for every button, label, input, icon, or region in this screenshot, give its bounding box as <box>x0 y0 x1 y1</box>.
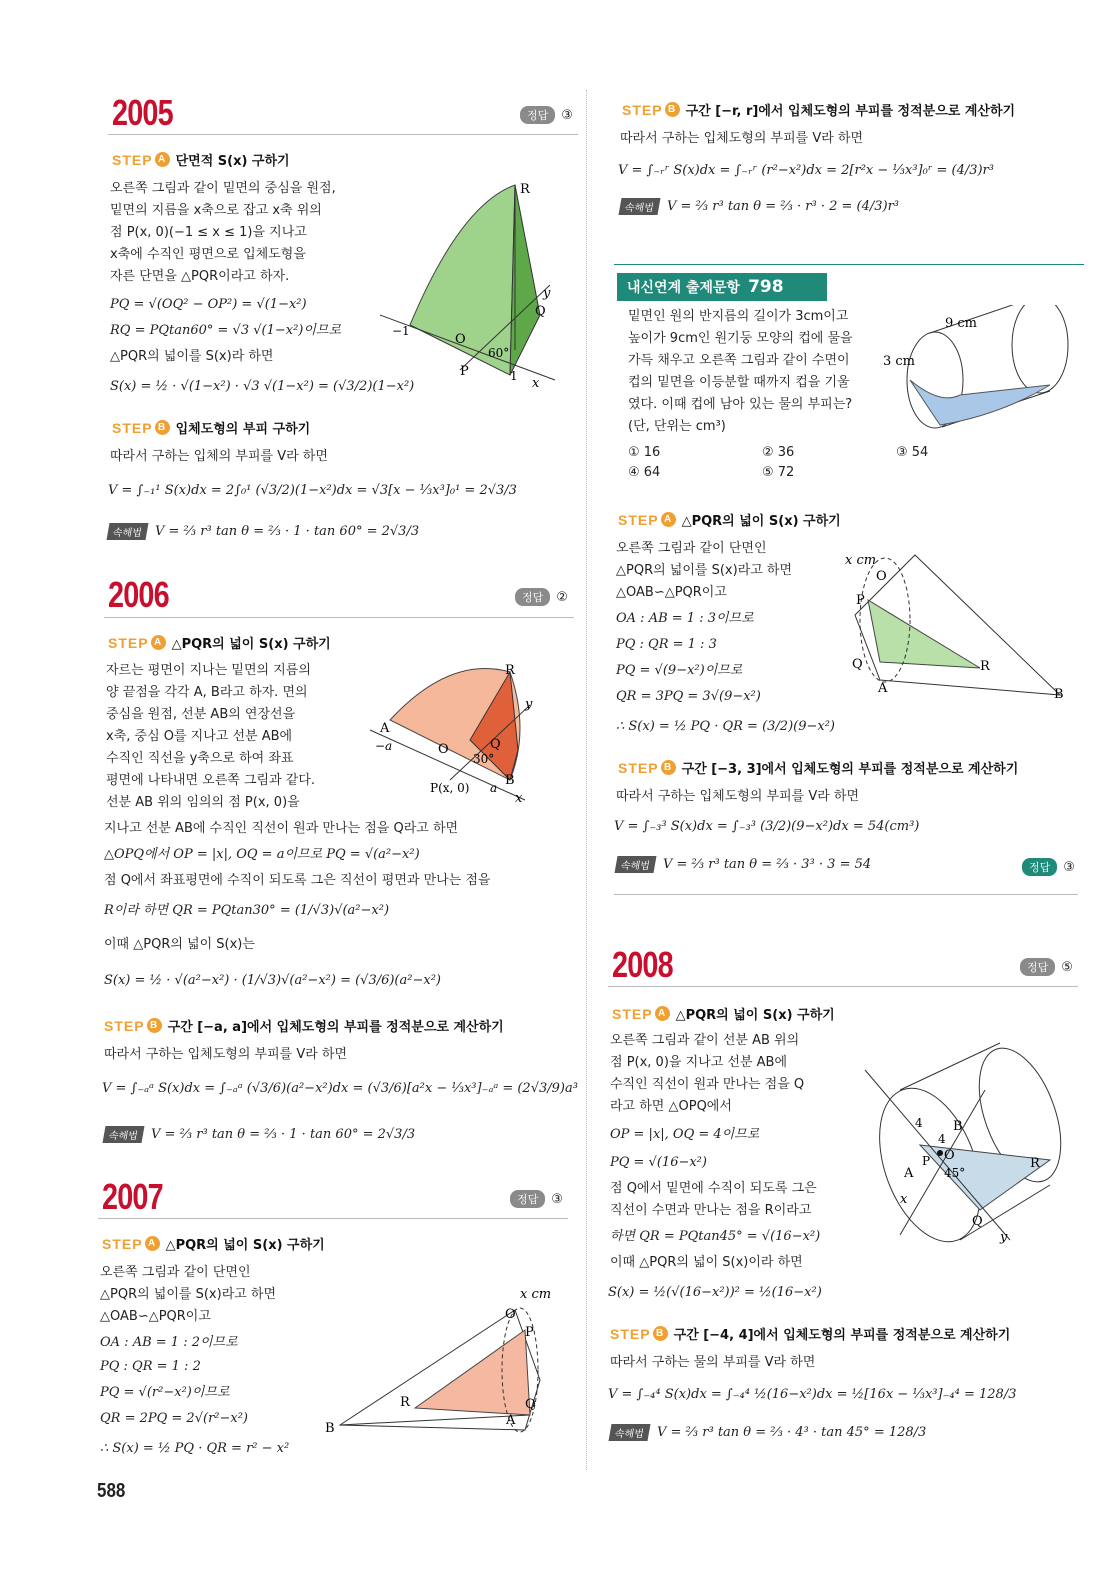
divider <box>104 617 574 618</box>
text-line: 점 Q에서 좌표평면에 수직이 되도록 그은 직선이 평면과 만나는 점을 <box>104 873 491 888</box>
math-line: OA : AB = 1 : 2이므로 <box>100 1335 238 1350</box>
fig-label: y <box>543 286 551 301</box>
fig-label: R <box>520 182 530 197</box>
text-line: 자른 단면을 △PQR이라고 하자. <box>110 269 290 284</box>
svg-text:P: P <box>856 593 865 608</box>
math-line: PQ : QR = 1 : 2 <box>100 1359 201 1374</box>
choice: ③ 54 <box>896 445 929 460</box>
svg-text:Q: Q <box>972 1214 983 1229</box>
math-line: S(x) = ½ · √(a²−x²) · (1/√3)√(a²−x²) = (√3/6)(a²−x²) <box>104 973 441 988</box>
svg-text:B: B <box>1054 687 1064 702</box>
svg-text:3 cm: 3 cm <box>883 354 916 369</box>
text-line: △PQR의 넓이를 S(x)라고 하면 <box>616 563 793 578</box>
text-line: 따라서 구하는 물의 부피를 V라 하면 <box>610 1355 816 1370</box>
svg-text:B: B <box>953 1119 963 1134</box>
math-line: R이라 하면 QR = PQtan30° = (1/√3)√(a²−x²) <box>104 903 390 918</box>
choice: ④ 64 <box>628 465 661 480</box>
answer-value: ③ <box>561 107 573 123</box>
answer-pill: 정답 <box>520 106 555 124</box>
text-line: 였다. 이때 컵에 남아 있는 물의 부피는? <box>628 397 853 412</box>
step-heading-2005-b: STEP B 입체도형의 부피 구하기 <box>112 419 311 437</box>
shortcut-2006: 속해법 V = ⅔ r³ tan θ = ⅔ · 1 · tan 60° = 2√3/3 <box>104 1126 415 1143</box>
text-line: △PQR의 넓이를 S(x)라 하면 <box>110 349 274 364</box>
choice: ① 16 <box>628 445 661 460</box>
divider <box>608 986 1078 987</box>
math-line: V = ∫₋ₐᵃ S(x)dx = ∫₋ₐᵃ (√3/6)(a²−x²)dx = (√3/6)[a²x − ⅓x³]₋ₐᵃ = (2√3/9)a³ <box>102 1081 578 1096</box>
svg-text:A: A <box>878 681 888 696</box>
answer-badge-2006: 정답 ② <box>515 588 568 606</box>
shortcut-2008: 속해법 V = ⅔ r³ tan θ = ⅔ · 4³ · tan 45° = 128/3 <box>610 1424 926 1441</box>
answer-badge-2007: 정답 ③ <box>510 1190 563 1208</box>
answer-badge-2005 <box>520 106 573 124</box>
math-line: V = ∫₋₁¹ S(x)dx = 2∫₀¹ (√3/2)(1−x²)dx = √3[x − ⅓x³]₀¹ = 2√3/3 <box>108 483 517 498</box>
math-line: V = ∫₋₃³ S(x)dx = ∫₋₃³ (3/2)(9−x²)dx = 54(cm³) <box>614 819 920 834</box>
svg-text:9 cm: 9 cm <box>945 316 978 331</box>
math-line: PQ = √(OQ² − OP²) = √(1−x²) <box>110 297 307 312</box>
math-line: QR = 2PQ = 2√(r²−x²) <box>100 1411 248 1426</box>
divider <box>108 134 578 135</box>
svg-text:A: A <box>380 721 390 736</box>
fig-label: −1 <box>392 324 410 338</box>
math-line: QR = 3PQ = 3√(9−x²) <box>616 689 761 704</box>
svg-text:30°: 30° <box>473 752 495 766</box>
fig-label: 1 <box>510 369 518 383</box>
text-line: 따라서 구하는 입체의 부피를 V라 하면 <box>110 449 328 464</box>
svg-text:a: a <box>490 781 498 795</box>
text-line: 따라서 구하는 입체도형의 부피를 V라 하면 <box>104 1047 348 1062</box>
svg-text:R: R <box>505 663 515 678</box>
page-number: 588 <box>97 1480 126 1502</box>
fig-label: O <box>455 332 466 347</box>
text-line: 평면에 나타내면 오른쪽 그림과 같다. <box>106 773 316 788</box>
shortcut-798: 속해법 V = ⅔ r³ tan θ = ⅔ · 3³ · 3 = 54 <box>616 856 871 873</box>
math-line: PQ : QR = 1 : 3 <box>616 637 717 652</box>
svg-text:y: y <box>525 697 533 712</box>
math-line: PQ = √(9−x²)이므로 <box>616 663 743 678</box>
text-line: 오른쪽 그림과 같이 밑면의 중심을 원점, <box>110 181 336 196</box>
text-line: 컵의 밑면을 이등분할 때까지 컵을 기울 <box>628 375 850 390</box>
problem-number-2006: 2006 <box>108 574 169 615</box>
step-heading-2006-a: STEP A △PQR의 넓이 S(x) 구하기 <box>108 634 331 652</box>
problem-number-2008: 2008 <box>612 944 673 985</box>
text-line: x축에 수직인 평면으로 입체도형을 <box>110 247 306 262</box>
shortcut-2005: 속해법 V = ⅔ r³ tan θ = ⅔ · 1 · tan 60° = 2√3/3 <box>108 523 419 540</box>
text-line: (단, 단위는 cm³) <box>628 419 726 434</box>
text-line: 오른쪽 그림과 같이 단면인 <box>616 541 767 556</box>
svg-text:A: A <box>904 1166 914 1181</box>
figure-2008 <box>860 1035 1070 1245</box>
step-heading-2007-b: STEP B 구간 [−r, r]에서 입체도형의 부피를 정적분으로 계산하기 <box>622 101 1016 119</box>
math-line: S(x) = ½ · √(1−x²) · √3 √(1−x²) = (√3/2)(1−x²) <box>110 379 415 394</box>
text-line: 선분 AB 위의 임의의 점 P(x, 0)을 <box>106 795 300 810</box>
math-line: V = ∫₋₄⁴ S(x)dx = ∫₋₄⁴ ½(16−x²)dx = ½[16x − ⅓x³]₋₄⁴ = 128/3 <box>608 1387 1017 1402</box>
svg-text:R: R <box>1030 1156 1040 1171</box>
svg-text:Q: Q <box>525 1397 536 1412</box>
step-heading-2007-a: STEP A △PQR의 넓이 S(x) 구하기 <box>102 1235 325 1253</box>
svg-text:x: x <box>900 1192 908 1207</box>
divider <box>98 1218 568 1219</box>
figure-2006 <box>360 660 560 810</box>
text-line: 수직인 직선을 y축으로 하여 좌표 <box>106 751 294 766</box>
text-line: △PQR의 넓이를 S(x)라고 하면 <box>100 1287 277 1302</box>
svg-text:45°: 45° <box>944 1166 966 1180</box>
svg-text:R: R <box>400 1395 410 1410</box>
text-line: 점 Q에서 밑면에 수직이 되도록 그은 <box>610 1181 817 1196</box>
svg-text:4: 4 <box>915 1116 923 1130</box>
column-divider <box>586 90 587 1470</box>
problem-number-2005: 2005 <box>112 92 173 133</box>
svg-text:R: R <box>980 659 990 674</box>
related-problem-banner: 내신연계 출제문항 798 <box>617 273 827 301</box>
text-line: 점 P(x, 0)(−1 ≤ x ≤ 1)을 지나고 <box>110 225 307 240</box>
text-line: 이때 △PQR의 넓이 S(x)이라 하면 <box>610 1255 803 1270</box>
text-line: 이때 △PQR의 넓이 S(x)는 <box>104 937 255 952</box>
math-line: △OPQ에서 OP = |x|, OQ = a이므로 PQ = √(a²−x²) <box>104 847 420 862</box>
math-line: PQ = √(r²−x²)이므로 <box>100 1385 230 1400</box>
text-line: 높이가 9cm인 원기둥 모양의 컵에 물을 <box>628 331 853 346</box>
text-line: 양 끝점을 각각 A, B라고 하자. 면의 <box>106 685 308 700</box>
svg-text:B: B <box>325 1421 335 1436</box>
text-line: x축, 중심 O를 지나고 선분 AB에 <box>106 729 293 744</box>
step-heading-798-a: STEP A △PQR의 넓이 S(x) 구하기 <box>618 511 841 529</box>
step-heading-2006-b: STEP B 구간 [−a, a]에서 입체도형의 부피를 정적분으로 계산하기 <box>104 1017 504 1035</box>
text-line: 자르는 평면이 지나는 밑면의 지름의 <box>106 663 311 678</box>
text-line: 지나고 선분 AB에 수직인 직선이 원과 만나는 점을 Q라고 하면 <box>104 821 459 836</box>
math-line: S(x) = ½(√(16−x²))² = ½(16−x²) <box>608 1285 822 1300</box>
text-line: 밑면인 원의 반지름의 길이가 3cm이고 <box>628 309 849 324</box>
divider <box>614 264 1084 265</box>
fig-label: 60° <box>488 346 510 360</box>
step-heading-798-b: STEP B 구간 [−3, 3]에서 입체도형의 부피를 정적분으로 계산하기 <box>618 759 1019 777</box>
svg-text:P: P <box>922 1154 931 1168</box>
svg-text:O: O <box>944 1148 955 1163</box>
svg-text:y: y <box>1000 1230 1008 1245</box>
text-line: 따라서 구하는 입체도형의 부피를 V라 하면 <box>616 789 860 804</box>
svg-text:4: 4 <box>938 1132 946 1146</box>
step-heading-2008-b: STEP B 구간 [−4, 4]에서 입체도형의 부피를 정적분으로 계산하기 <box>610 1325 1011 1343</box>
figure-798-solution <box>840 550 1070 705</box>
text-line: 중심을 원점, 선분 AB의 연장선을 <box>106 707 296 722</box>
step-heading-2008-a: STEP A △PQR의 넓이 S(x) 구하기 <box>612 1005 835 1023</box>
fig-label: x <box>532 376 540 391</box>
step-heading-2005-a: STEP A 단면적 S(x) 구하기 <box>112 151 290 169</box>
math-line: OA : AB = 1 : 3이므로 <box>616 611 754 626</box>
choice: ② 36 <box>762 445 795 460</box>
text-line: 직선이 수면과 만나는 점을 R이라고 <box>610 1203 812 1218</box>
math-line: OP = |x|, OQ = 4이므로 <box>610 1127 760 1142</box>
math-line: ∴ S(x) = ½ PQ · QR = (3/2)(9−x²) <box>616 719 835 734</box>
problem-number-2007: 2007 <box>102 1176 163 1217</box>
svg-text:x cm: x cm <box>845 553 877 568</box>
text-line: 밑면의 지름을 x축으로 잡고 x축 위의 <box>110 203 322 218</box>
answer-badge-2008: 정답 ⑤ <box>1020 958 1073 976</box>
fig-label: P <box>460 364 469 379</box>
svg-text:A: A <box>506 1413 516 1428</box>
svg-text:−a: −a <box>375 739 393 753</box>
answer-badge-798: 정답 ③ <box>1022 858 1075 876</box>
text-line: △OAB∽△PQR이고 <box>616 585 727 600</box>
text-line: △OAB∽△PQR이고 <box>100 1309 211 1324</box>
math-line: 하면 QR = PQtan45° = √(16−x²) <box>610 1229 821 1244</box>
text-line: 점 P(x, 0)을 지나고 선분 AB에 <box>610 1055 788 1070</box>
text-line: 따라서 구하는 입체도형의 부피를 V라 하면 <box>620 131 864 146</box>
svg-text:x: x <box>515 791 523 806</box>
text-line: 수직인 직선이 원과 만나는 점을 Q <box>610 1077 805 1092</box>
text-line: 오른쪽 그림과 같이 단면인 <box>100 1265 251 1280</box>
fig-label: Q <box>535 304 546 319</box>
figure-798 <box>880 305 1080 435</box>
svg-text:P: P <box>525 1325 534 1340</box>
svg-text:Q: Q <box>490 737 501 752</box>
svg-text:B: B <box>505 773 515 788</box>
svg-text:O: O <box>438 742 449 757</box>
text-line: 가득 채우고 오른쪽 그림과 같이 수면이 <box>628 353 850 368</box>
svg-text:O: O <box>505 1307 516 1322</box>
svg-text:x cm: x cm <box>520 1287 552 1302</box>
math-line: PQ = √(16−x²) <box>610 1155 707 1170</box>
figure-2005 <box>370 175 570 395</box>
svg-text:Q: Q <box>852 657 863 672</box>
text-line: 오른쪽 그림과 같이 선분 AB 위의 <box>610 1033 800 1048</box>
divider <box>614 894 1078 895</box>
math-line: V = ∫₋ᵣʳ S(x)dx = ∫₋ᵣʳ (r²−x²)dx = 2[r²x − ⅓x³]₀ʳ = (4/3)r³ <box>618 163 994 178</box>
svg-text:O: O <box>876 569 887 584</box>
text-line: 라고 하면 △OPQ에서 <box>610 1099 732 1114</box>
math-line: RQ = PQtan60° = √3 √(1−x²)이므로 <box>110 323 342 338</box>
shortcut-2007: 속해법 V = ⅔ r³ tan θ = ⅔ · r³ · 2 = (4/3)r³ <box>620 198 899 215</box>
figure-2007 <box>320 1280 560 1440</box>
svg-text:P(x, 0): P(x, 0) <box>430 781 470 795</box>
choice: ⑤ 72 <box>762 465 795 480</box>
math-line: ∴ S(x) = ½ PQ · QR = r² − x² <box>100 1441 290 1456</box>
